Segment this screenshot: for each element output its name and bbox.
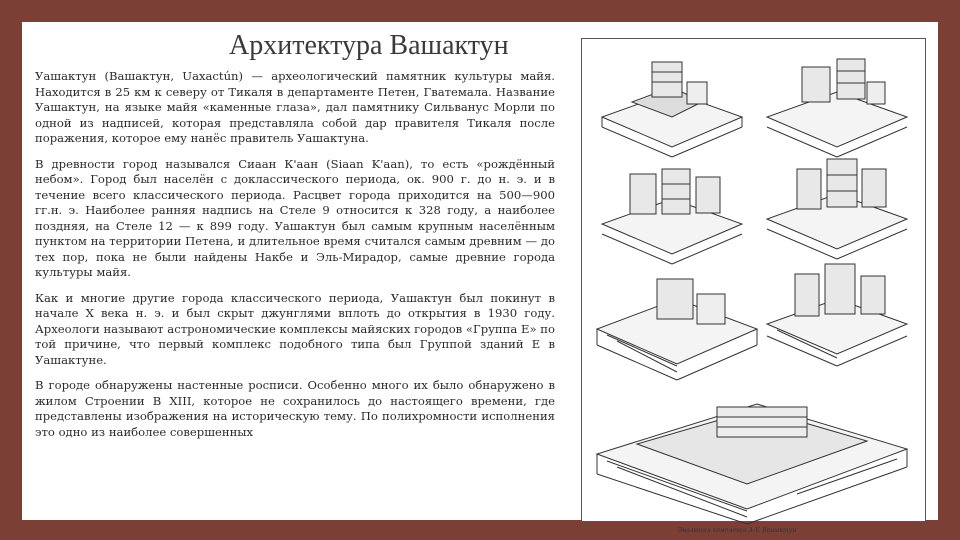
complex-stage-4 [767, 159, 907, 259]
slide-title: Архитектура Вашактун [229, 30, 509, 61]
figure-caption: Эволюция комплекса А-V. Вашактун [678, 527, 797, 534]
complex-stage-7 [597, 404, 907, 524]
slide [22, 22, 938, 534]
paragraph-2: В древности город назывался Сиаан К'аан (Siaan K'aan), то есть «рождённый небом». Город был населён с доклассического периода, ок. 900 г. до н. э. и в течение всего классического периода. Расцвет города приходится на 500—900 гг.н. э. Наиболее ранняя надпись на Стеле 9 относится к 328 году, а наиболее поздняя, на Стеле 12 — к 899 году. Уашактун был самым крупным населённым пунктом на территории Петена, и длительное время считался самым древним — до тех пор, пока не были найдены Накбе и Эль-Мирадор, самые древние города культуры майя. [35, 156, 555, 279]
complex-stage-1 [602, 62, 742, 157]
text-column [35, 69, 555, 450]
complex-stage-2 [767, 59, 907, 157]
complex-stage-6 [767, 264, 907, 366]
paragraph-4: В городе обнаружены настенные росписи. Особенно много их было обнаружено в жилом Строении В XIII, которое не сохранилось до настоящего времени, где представлены изображения на историческую тему. По полихромности исполнения это одно из наиболее совершенных [35, 378, 555, 439]
paragraph-3: Как и многие другие города классического периода, Уашактун был покинут в начале X века н. э. и был скрыт джунглями вплоть до открытия в 1930 году. Археологи называют астрономические комплексы майяских городов «Группа E» по той причине, что первый комплекс подобного типа был Группой зданий E в Уашактуне. [35, 290, 555, 367]
paragraph-1: Уашактун (Вашактун, Uaxactún) — археологический памятник культуры майя. Находится в 25 км к северу от Тикаля в департаменте Петен, Гватемала. Название Уашактун, на языке майя «каменные глаза», дал памятнику Сильванус Морли по одной из надписей, которая представляла собой дар правителя Тикаля после поражения, которое ему нанёс правитель Уашактуна. [35, 69, 555, 145]
architecture-illustration [581, 38, 926, 534]
pyramid-drawings [582, 39, 925, 521]
complex-stage-5 [597, 279, 757, 380]
complex-stage-3 [602, 169, 742, 264]
